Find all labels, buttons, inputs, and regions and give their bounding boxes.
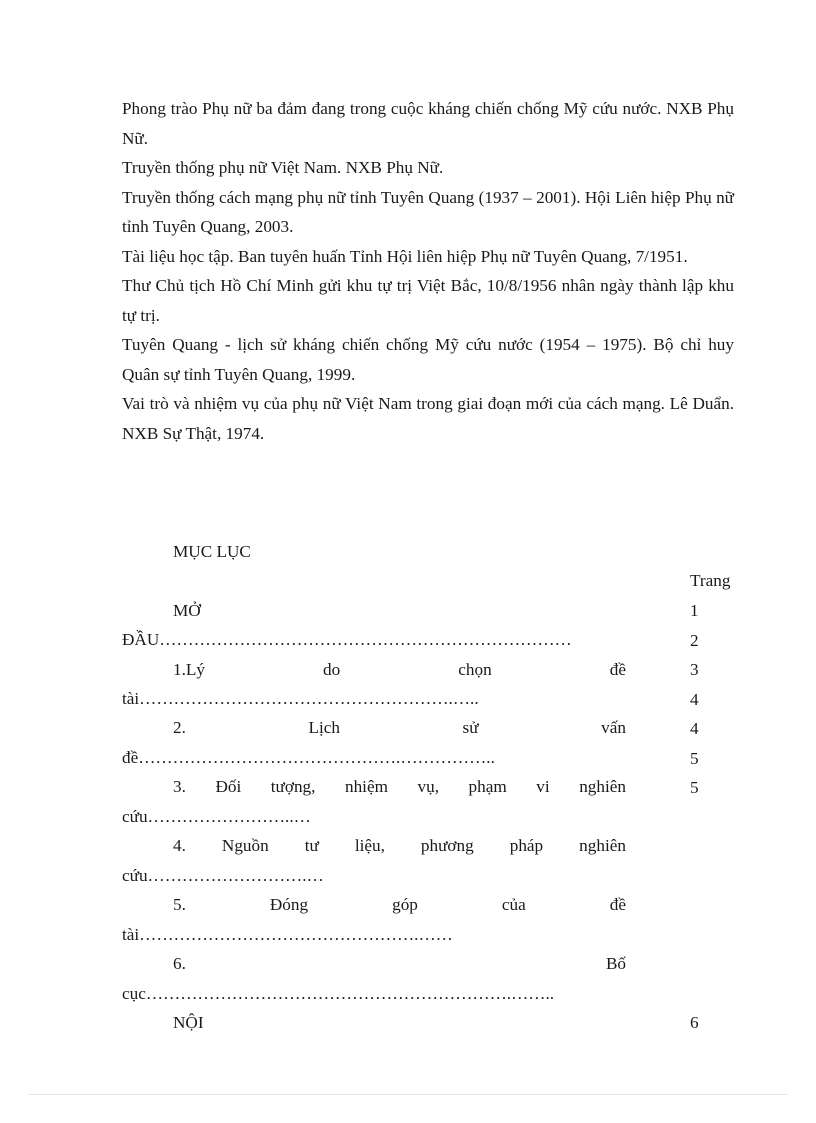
toc-entry-2: [173, 713, 626, 743]
toc-word: phạm: [468, 777, 507, 796]
toc-entry-6: [173, 949, 626, 979]
toc-word: 5.: [173, 895, 186, 914]
toc-word: nghiên: [579, 836, 626, 855]
toc-word: vụ,: [417, 777, 439, 796]
toc-word: nhiệm: [344, 777, 388, 796]
toc-word: Lịch: [308, 718, 340, 737]
toc-page-numbers: [690, 596, 699, 803]
toc-entry-3: [173, 772, 626, 802]
toc-page-number: 5: [690, 778, 699, 797]
toc-page-number: 2: [690, 630, 699, 650]
reference-item: Tuyên Quang - lịch sử kháng chiến chống Mỹ cứu nước (1954 – 1975). Bộ chỉ huy Quân sự tỉnh Tuyên Quang, 1999.: [122, 335, 734, 384]
reference-item: Thư Chủ tịch Hồ Chí Minh gửi khu tự trị Việt Bắc, 10/8/1956 nhân ngày thành lập khu tự trị.: [122, 276, 734, 325]
toc-word: nghiên: [579, 777, 626, 796]
toc-entry-mo-dau: MỞ: [173, 601, 201, 620]
reference-item: Phong trào Phụ nữ ba đảm đang trong cuộc kháng chiến chống Mỹ cứu nước. NXB Phụ Nữ.: [122, 99, 734, 148]
toc-word: sử: [462, 718, 479, 737]
page-bottom-divider: [28, 1094, 788, 1095]
toc-page-label: Trang: [690, 571, 731, 590]
toc-word: pháp: [509, 836, 544, 855]
reference-item: Vai trò và nhiệm vụ của phụ nữ Việt Nam trong giai đoạn mới của cách mạng. Lê Duẩn. NXB Sự Thật, 1974.: [122, 394, 734, 443]
toc-word: vấn: [601, 718, 626, 737]
toc-entry-mo-dau-cont: ĐẦU………………………………………………………………: [122, 630, 572, 649]
toc-page-number: 3: [690, 660, 699, 679]
toc-word: phương: [420, 836, 474, 855]
toc-title: MỤC LỤC: [173, 542, 251, 561]
toc-word: 3.: [173, 777, 186, 796]
toc-word: 6.: [173, 954, 186, 973]
toc-entry-5: [173, 890, 626, 920]
toc-word: Đối: [215, 777, 242, 796]
toc-word: liệu,: [354, 836, 385, 855]
toc-entry-5-cont: tài………………………………………….……: [122, 925, 453, 944]
toc-word: 4.: [173, 836, 186, 855]
toc-entry-3-cont: cứu……………………..…: [122, 807, 311, 826]
toc-entry-6-cont: cục……………………………………………………….……..: [122, 984, 555, 1003]
toc-word: đề: [609, 895, 626, 914]
toc-word: đề: [609, 660, 626, 679]
toc-word: Bố: [605, 954, 626, 973]
toc-word: chọn: [458, 660, 492, 679]
toc-word: của: [501, 895, 526, 914]
toc-word: 1.Lý: [173, 660, 205, 679]
toc-page-number: 1: [690, 601, 699, 620]
toc-word: Đóng: [269, 895, 309, 914]
toc-word: tượng,: [270, 777, 316, 796]
toc-page-number: 4: [690, 719, 699, 738]
reference-item: Truyền thống cách mạng phụ nữ tỉnh Tuyên Quang (1937 – 2001). Hội Liên hiệp Phụ nữ tỉnh Tuyên Quang, 2003.: [122, 187, 734, 236]
toc-page-number: 5: [690, 748, 699, 768]
toc-entry-1: [173, 655, 626, 685]
toc-word: 2.: [173, 718, 186, 737]
toc-word: tư: [304, 836, 319, 855]
toc-word: vi: [536, 777, 550, 796]
toc-word: Nguồn: [221, 836, 269, 855]
toc-entry-1-cont: tài……………………………………………….…..: [122, 689, 479, 708]
toc-entry-4-cont: cứu……………………….…: [122, 866, 324, 885]
toc-page-number: 6: [690, 1013, 699, 1032]
toc-entry-4: [173, 831, 626, 861]
toc-entry-noi-dung: NỘI: [173, 1013, 204, 1032]
toc-word: góp: [392, 895, 418, 914]
reference-list: [122, 94, 734, 448]
reference-item: Truyền thống phụ nữ Việt Nam. NXB Phụ Nữ.: [122, 158, 444, 177]
toc-entry-2-cont: đề……………………………………….……………..: [122, 748, 495, 767]
reference-item: Tài liệu học tập. Ban tuyên huấn Tỉnh Hội liên hiệp Phụ nữ Tuyên Quang, 7/1951.: [122, 246, 688, 266]
toc-page-number: 4: [690, 689, 699, 709]
toc-word: do: [323, 660, 341, 679]
